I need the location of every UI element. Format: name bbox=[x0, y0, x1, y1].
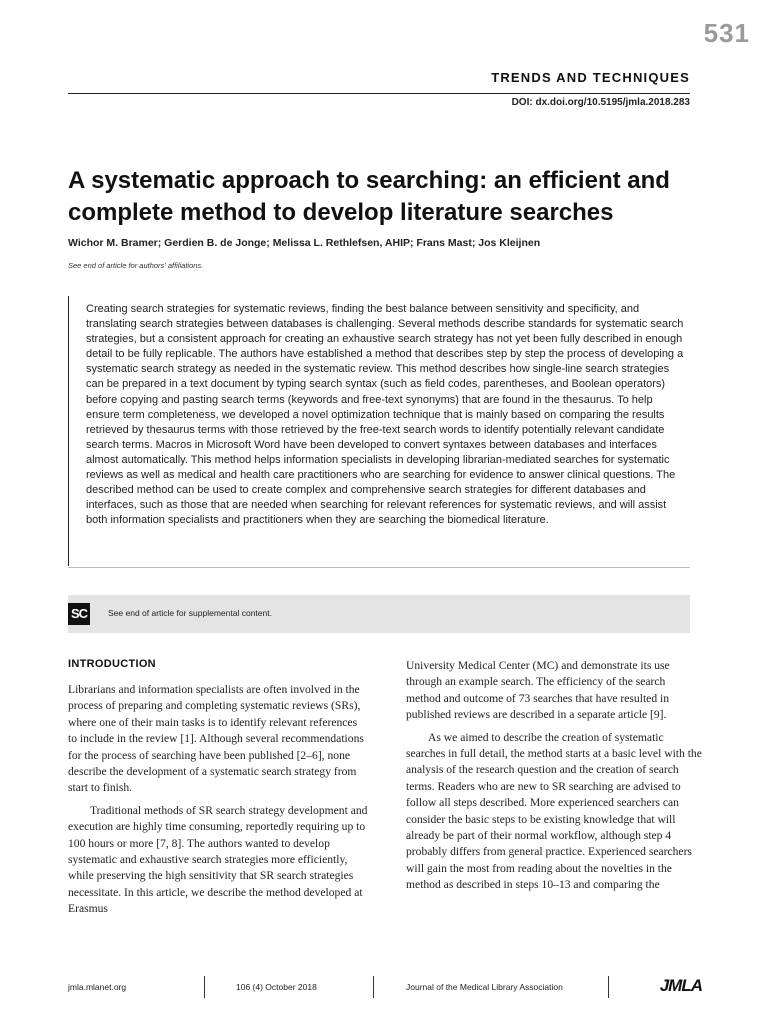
supplemental-content-icon: SC bbox=[68, 603, 90, 625]
footer-journal: Journal of the Medical Library Association bbox=[406, 982, 563, 992]
article-title: A systematic approach to searching: an efficient and complete method to develop literature searches bbox=[68, 167, 670, 226]
paragraph: Librarians and information specialists are often involved in the process of preparing and completing systematic reviews (SRs), where one of their main tasks is to identify relevant references to include in the review [1]. Although several recommendations for the process of searching have been published [2–6], none describe the development of a systematic search strategy from start to finish. bbox=[68, 683, 364, 795]
affiliations-note: See end of article for authors' affiliations. bbox=[68, 261, 204, 270]
footer-divider bbox=[373, 976, 374, 998]
footer-issue: 106 (4) October 2018 bbox=[236, 982, 317, 992]
abstract-text: Creating search strategies for systematic reviews, finding the best balance between sensitivity and specificity, and translating search strategies between databases is challenging. Several methods describe standards for systematic search strategies, but a consistent approach for creating an exhaustive search strategy has not yet been fully described in enough detail to be fully replicable. The authors have established a method that describes step by step the process of developing a systematic search strategy as needed in the systematic review. This method describes how single-line search strategies can be prepared in a text document by typing search syntax (such as field codes, parentheses, and Boolean operators) before copying and pasting search terms (keywords and free-text synonyms) that are found in the thesaurus. To help ensure term completeness, we developed a novel optimization technique that is mainly based on comparing the results retrieved by thesaurus terms with those retrieved by the free-text search words to identify potentially relevant candidate search terms. Macros in Microsoft Word have been developed to convert syntaxes between databases and interfaces almost automatically. This method helps information specialists in developing librarian-mediated searches for systematic reviews as well as medical and health care practitioners who are searching for evidence to answer clinical questions. The described method can be used to create complex and comprehensive search strategies for different databases and interfaces, such as those that are needed when searching for relevant references for systematic reviews, and will assist both information specialists and practitioners when they are searching the biomedical literature. bbox=[86, 303, 684, 527]
section-label: TRENDS AND TECHNIQUES bbox=[491, 70, 690, 85]
abstract-side-rule bbox=[68, 296, 69, 566]
doi-link[interactable]: DOI: dx.doi.org/10.5195/jmla.2018.283 bbox=[511, 97, 690, 108]
author-list: Wichor M. Bramer; Gerdien B. de Jonge; Melissa L. Rethlefsen, AHIP; Frans Mast; Jos Kleijnen bbox=[68, 237, 541, 249]
supplemental-note: See end of article for supplemental content. bbox=[108, 608, 272, 618]
body-column-left bbox=[68, 682, 368, 918]
paragraph: As we aimed to describe the creation of systematic searches in full detail, the method starts at a basic level with the analysis of the research question and the creation of search terms. Readers who are new to SR searching are advised to follow all steps described. More experienced searchers can consider the basic steps to be existing knowledge that will already be part of their normal workflow, although step 4 probably differs from general practice. Experienced searchers will gain the most from reading about the novelties in the method as described in steps 10–13 and comparing the bbox=[406, 730, 702, 892]
header-divider bbox=[68, 93, 690, 94]
body-column-right bbox=[406, 658, 702, 894]
paragraph: University Medical Center (MC) and demonstrate its use through an example search. The efficiency of the search method and outcome of 73 searches that have resulted in published reviews are described in a separate article [9]. bbox=[406, 659, 670, 722]
footer-website[interactable]: jmla.mlanet.org bbox=[68, 982, 127, 992]
footer-divider bbox=[608, 976, 609, 998]
page-number: 531 bbox=[703, 18, 750, 48]
abstract-divider bbox=[68, 567, 690, 568]
paragraph: Traditional methods of SR search strategy development and execution are highly time consuming, reportedly requiring up to 100 hours or more [7, 8]. The authors wanted to develop systematic and exhaustive search strategies more efficiently, while preserving the high sensitivity that SR search strategies necessitate. In this article, we describe the method developed at Erasmus bbox=[68, 803, 368, 916]
footer-divider bbox=[204, 976, 205, 998]
section-heading: INTRODUCTION bbox=[68, 658, 156, 670]
jmla-logo: JMLA bbox=[659, 976, 702, 995]
